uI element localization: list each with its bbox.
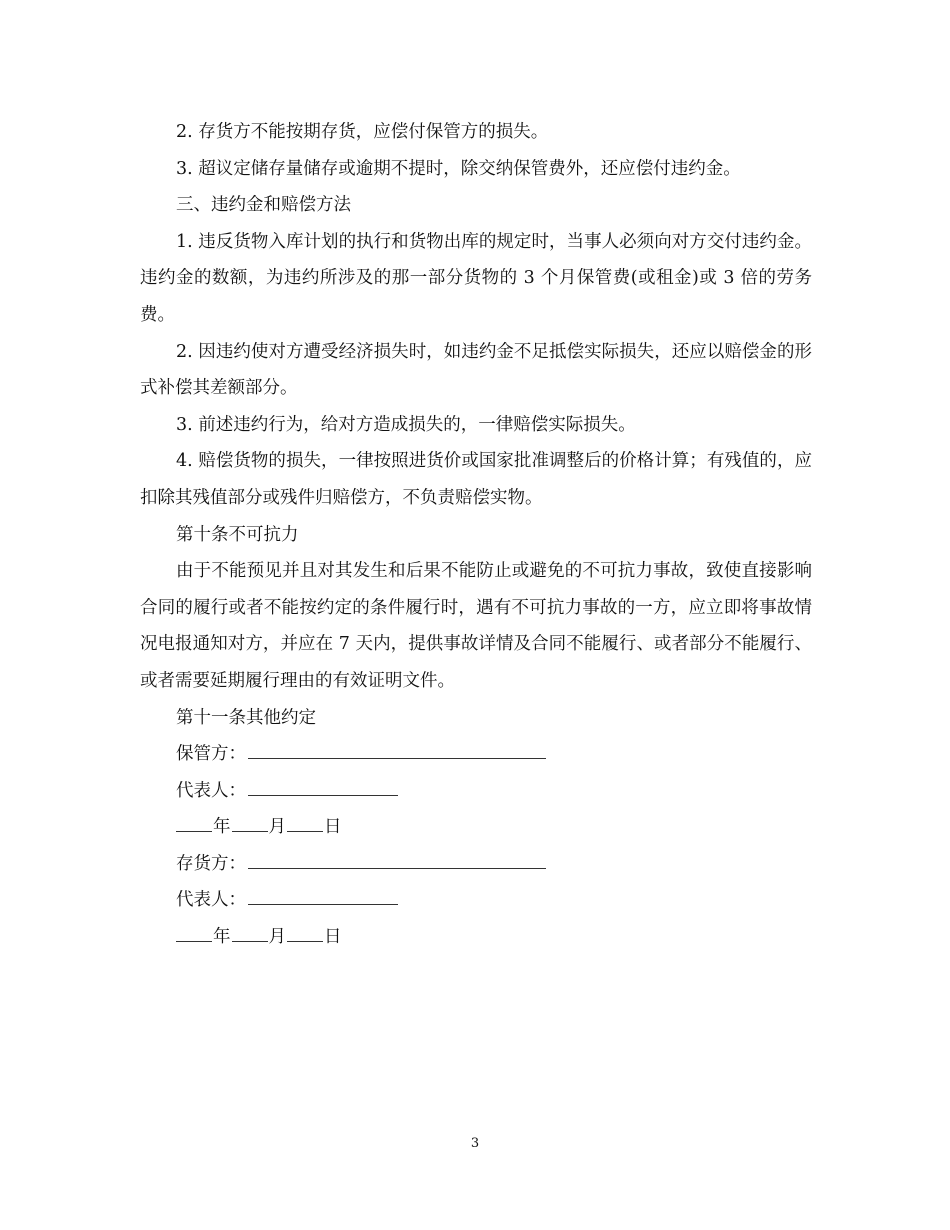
month-blank (232, 925, 268, 942)
depositor-label: 存货方： (176, 853, 246, 874)
section-heading-penalty: 三、违约金和赔偿方法 (176, 195, 351, 216)
representative-label: 代表人： (176, 780, 246, 801)
depositor-representative-line (140, 882, 812, 919)
article-10-heading: 第十条不可抗力 (176, 524, 299, 545)
depositor-date-line (140, 919, 812, 956)
depositor-signature-line (140, 846, 812, 883)
day-blank (287, 815, 323, 832)
paragraph-clause-3: 3. 超议定储存量储存或逾期不提时，除交纳保管费外，还应偿付违约金。 (176, 158, 741, 179)
year-blank (176, 815, 212, 832)
month-blank (232, 815, 268, 832)
custodian-signature-line (140, 736, 812, 773)
page-number: 3 (470, 1136, 480, 1151)
paragraph-penalty-4: 4. 赔偿货物的损失，一律按照进货价或国家批准调整后的价格计算；有残值的，应扣除其残值部分或残件归赔偿方，不负责赔偿实物。 (140, 451, 812, 508)
day-label: 日 (324, 927, 342, 948)
representative-label: 代表人： (176, 890, 246, 911)
year-label: 年 (213, 817, 231, 838)
article-11-heading: 第十一条其他约定 (176, 707, 316, 728)
paragraph-clause-2: 2. 存货方不能按期存货，应偿付保管方的损失。 (176, 122, 549, 142)
custodian-date-line (140, 809, 812, 846)
paragraph-penalty-2: 2. 因违约使对方遭受经济损失时，如违约金不足抵偿实际损失，还应以赔偿金的形式补偿其差额部分。 (140, 341, 812, 399)
custodian-blank (248, 742, 546, 759)
month-label: 月 (268, 817, 286, 838)
document-body (140, 114, 812, 956)
day-label: 日 (324, 817, 342, 838)
paragraph-penalty-3: 3. 前述违约行为，给对方造成损失的，一律赔偿实际损失。 (176, 414, 636, 435)
month-label: 月 (268, 927, 286, 948)
custodian-label: 保管方： (176, 744, 246, 765)
depositor-blank (248, 852, 546, 869)
custodian-representative-blank (248, 779, 398, 796)
year-label: 年 (213, 927, 231, 948)
depositor-representative-blank (248, 888, 398, 905)
year-blank (176, 925, 212, 942)
article-10-body: 由于不能预见并且对其发生和后果不能防止或避免的不可抗力事故，致使直接影响合同的履行或者不能按约定的条件履行时，遇有不可抗力事故的一方，应立即将事故情况电报通知对方，并应在 7 天内，提供事故详情及合同不能履行、或者部分不能履行、或者需要延期履行理由的有效证明文件。 (140, 561, 812, 691)
day-blank (287, 925, 323, 942)
paragraph-penalty-1: 1. 违反货物入库计划的执行和货物出库的规定时，当事人必须向对方交付违约金。违约金的数额，为违约所涉及的那一部分货物的 3 个月保管费(或租金)或 3 倍的劳务费。 (140, 231, 812, 325)
custodian-representative-line (140, 773, 812, 810)
